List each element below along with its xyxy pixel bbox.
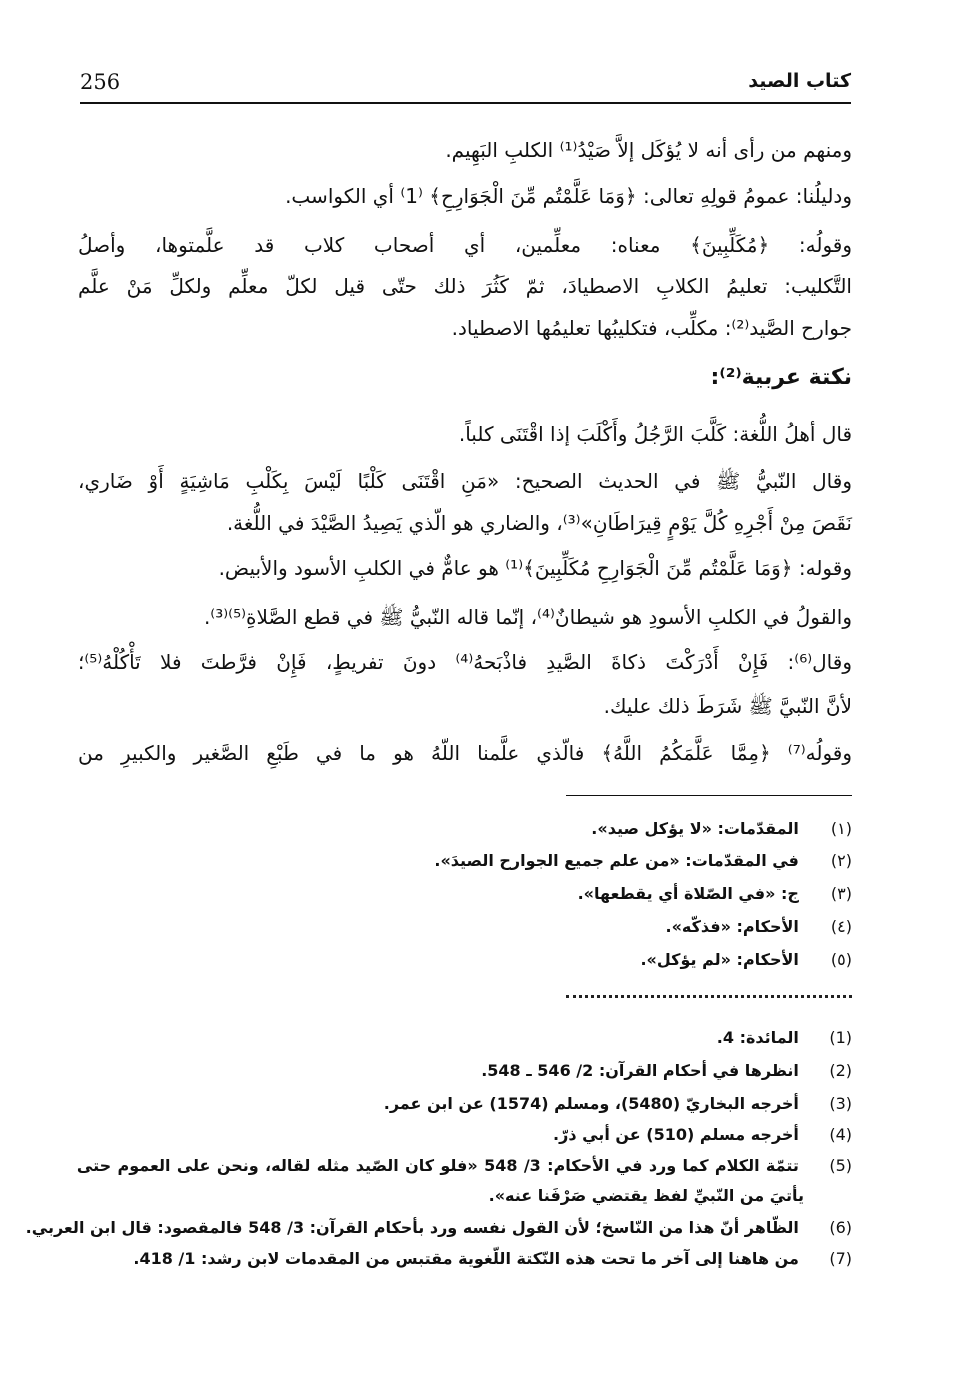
body-line: والقولُ في الكلبِ الأسودِ هو شيطانٌ⁽⁴⁾، إنّما قاله النّبيُّ ﷺ في قطع الصَّلاةِ⁽⁵⁾⁽³⁾. <box>203 605 852 629</box>
dotted-separator <box>566 995 852 1002</box>
footnote-text: الأحكام: «لم يؤكل». <box>640 950 799 969</box>
footnote-text: في المقدّمات: «من علم جميع الجوارح الصيدَ». <box>434 851 799 870</box>
footnote-text: ج: «في الصّلاة أي يقطعها». <box>577 884 799 903</box>
body-line: وقولُه⁽⁷⁾ ﴿مِمَّا عَلَّمَكُمُ اللَّهُ﴾ فالّذي علَّمنا اللّهُ هو ما في طَبْعِ الصَّغير والكبيرِ من <box>78 741 852 765</box>
page-number: 256 <box>80 70 121 94</box>
footnote-number: (6) <box>829 1218 852 1237</box>
footnote-item <box>78 1246 852 1272</box>
footnote-number: (٥) <box>830 950 852 969</box>
footnote-text: الأحكام: «فذكّه». <box>665 917 799 936</box>
footnote-number: (١) <box>830 819 852 838</box>
body-line: التَّكليب: تعليمُ الكلابِ الاصطيادَ، ثمّ كَثُرَ ذلك حتّى قيل لكلّ معلِّم ولكلِّ مَنْ علَّم <box>78 274 852 298</box>
footnote-item <box>78 947 852 973</box>
footnote-item <box>78 1058 852 1084</box>
body-line: جوارح الصَّيد⁽²⁾: مكلِّب، فتكليبُها تعليمُها الاصطياد. <box>451 316 852 340</box>
footnote-number: (4) <box>829 1125 852 1144</box>
footnote-item <box>25 1215 852 1241</box>
footnote-text: انظرها في أحكام القرآن: 2/ 546 ـ 548. <box>481 1061 799 1080</box>
footnote-item <box>78 914 852 940</box>
footnote-number: (1) <box>829 1028 852 1047</box>
footnote-number: (٢) <box>830 851 852 870</box>
footnote-text: يأتيَ من النّبيِّ لفظ يقتضي صَرْفَنا عنه». <box>488 1186 804 1205</box>
body-line: لأنَّ النّبيَّ ﷺ شَرَطَ ذلك عليك. <box>603 694 852 718</box>
body-line: نَقَصَ مِنْ أَجْرِهِ كُلَّ يَوْمٍ قِيرَاطَانِ»⁽³⁾، والضاري هو الّذي يَصِيدُ الصَّيْدَ في اللُّغة. <box>226 511 852 535</box>
footnote-item <box>78 1025 852 1051</box>
footnote-item <box>78 1153 852 1179</box>
footnote-text: من هاهنا إلى آخر ما تحت هذه النّكتة اللّغوية مقتبس من المقدمات لابن رشد: 1/ 418. <box>133 1249 799 1268</box>
running-title: كتاب الصيد <box>748 70 851 92</box>
footnote-item <box>78 1122 852 1148</box>
footnote-continuation <box>78 1183 852 1209</box>
footnote-number: (٣) <box>830 884 852 903</box>
footnote-text: المقدّمات: «لا يؤكل صيد». <box>591 819 799 838</box>
footnote-text: الظّاهر أنّ هذا من النّاسخ؛ لأن القول نفسه ورد بأحكام القرآن: 3/ 548 فالمقصود: قال ابن العربي. <box>25 1218 799 1237</box>
body-line: وقولُه: ﴿مُكَلِّبِينَ﴾ معناه: معلِّمين، أي أصحاب كلاب قد علَّمتوها، وأصلُ <box>78 233 852 257</box>
body-line: ومنهم من رأى أنه لا يُؤكَل إلاَّ صَيْدُ⁽¹⁾ الكلبِ البَهِيم. <box>445 138 852 162</box>
footnote-text: أخرجه البخاريّ (5480)، ومسلم (1574) عن ابن عمر. <box>383 1094 799 1113</box>
footnote-number: (7) <box>829 1249 852 1268</box>
page-header <box>80 68 851 104</box>
footnote-number: (3) <box>829 1094 852 1113</box>
body-line: ودليلُنا: عمومُ قولِهِ تعالى: ﴿وَمَا عَلَّمْتُم مِّنَ الْجَوَارِحِ﴾ ⁽1⁾ أي الكواسب. <box>285 184 852 208</box>
footnote-number: (5) <box>829 1156 852 1175</box>
footnote-number: (2) <box>829 1061 852 1080</box>
footnote-item <box>78 848 852 874</box>
footnote-text: أخرجه مسلم (510) عن أبي ذرّ. <box>553 1125 799 1144</box>
body-line: وقال⁽⁶⁾: فَإِنْ أَدْرَكْتَ ذكاةَ الصَّيدِ فاذْبَحهُ⁽⁴⁾ دونَ تفريطٍ، فَإِنْ فرَّطتَ فلا تَأْكُلْهُ⁽⁵⁾؛ <box>78 650 852 674</box>
footnote-item <box>78 881 852 907</box>
footnote-text: تتمّة الكلام كما ورد في الأحكام: 3/ 548 «فلو كان الصّيد مثله لقاله، ونحن على العموم حتى <box>76 1156 799 1175</box>
body-line: وقوله: ﴿وَمَا عَلَّمْتُم مِّنَ الْجَوَارِحِ مُكَلِّبِينَ﴾⁽¹⁾ هو عامٌّ في الكلبِ الأسود والأبيض. <box>218 556 852 580</box>
footnote-separator <box>566 795 852 796</box>
body-line: قال أهلُ اللُّغة: كَلَّبَ الرَّجُلُ وأَكْلَبَ إذا اقْتَنَى كلباً. <box>458 422 852 446</box>
section-heading: نكتة عربية⁽²⁾: <box>710 365 852 390</box>
body-line: وقال النّبيُّ ﷺ في الحديث الصحيح: «مَنِ اقْتَنَى كَلْبًا لَيْسَ بِكَلْبِ مَاشِيَةٍ أَوْ ضَاري، <box>78 469 852 493</box>
footnote-text: المائدة: 4. <box>716 1028 799 1047</box>
footnote-item <box>78 816 852 842</box>
footnote-item <box>78 1091 852 1117</box>
footnote-number: (٤) <box>830 917 852 936</box>
